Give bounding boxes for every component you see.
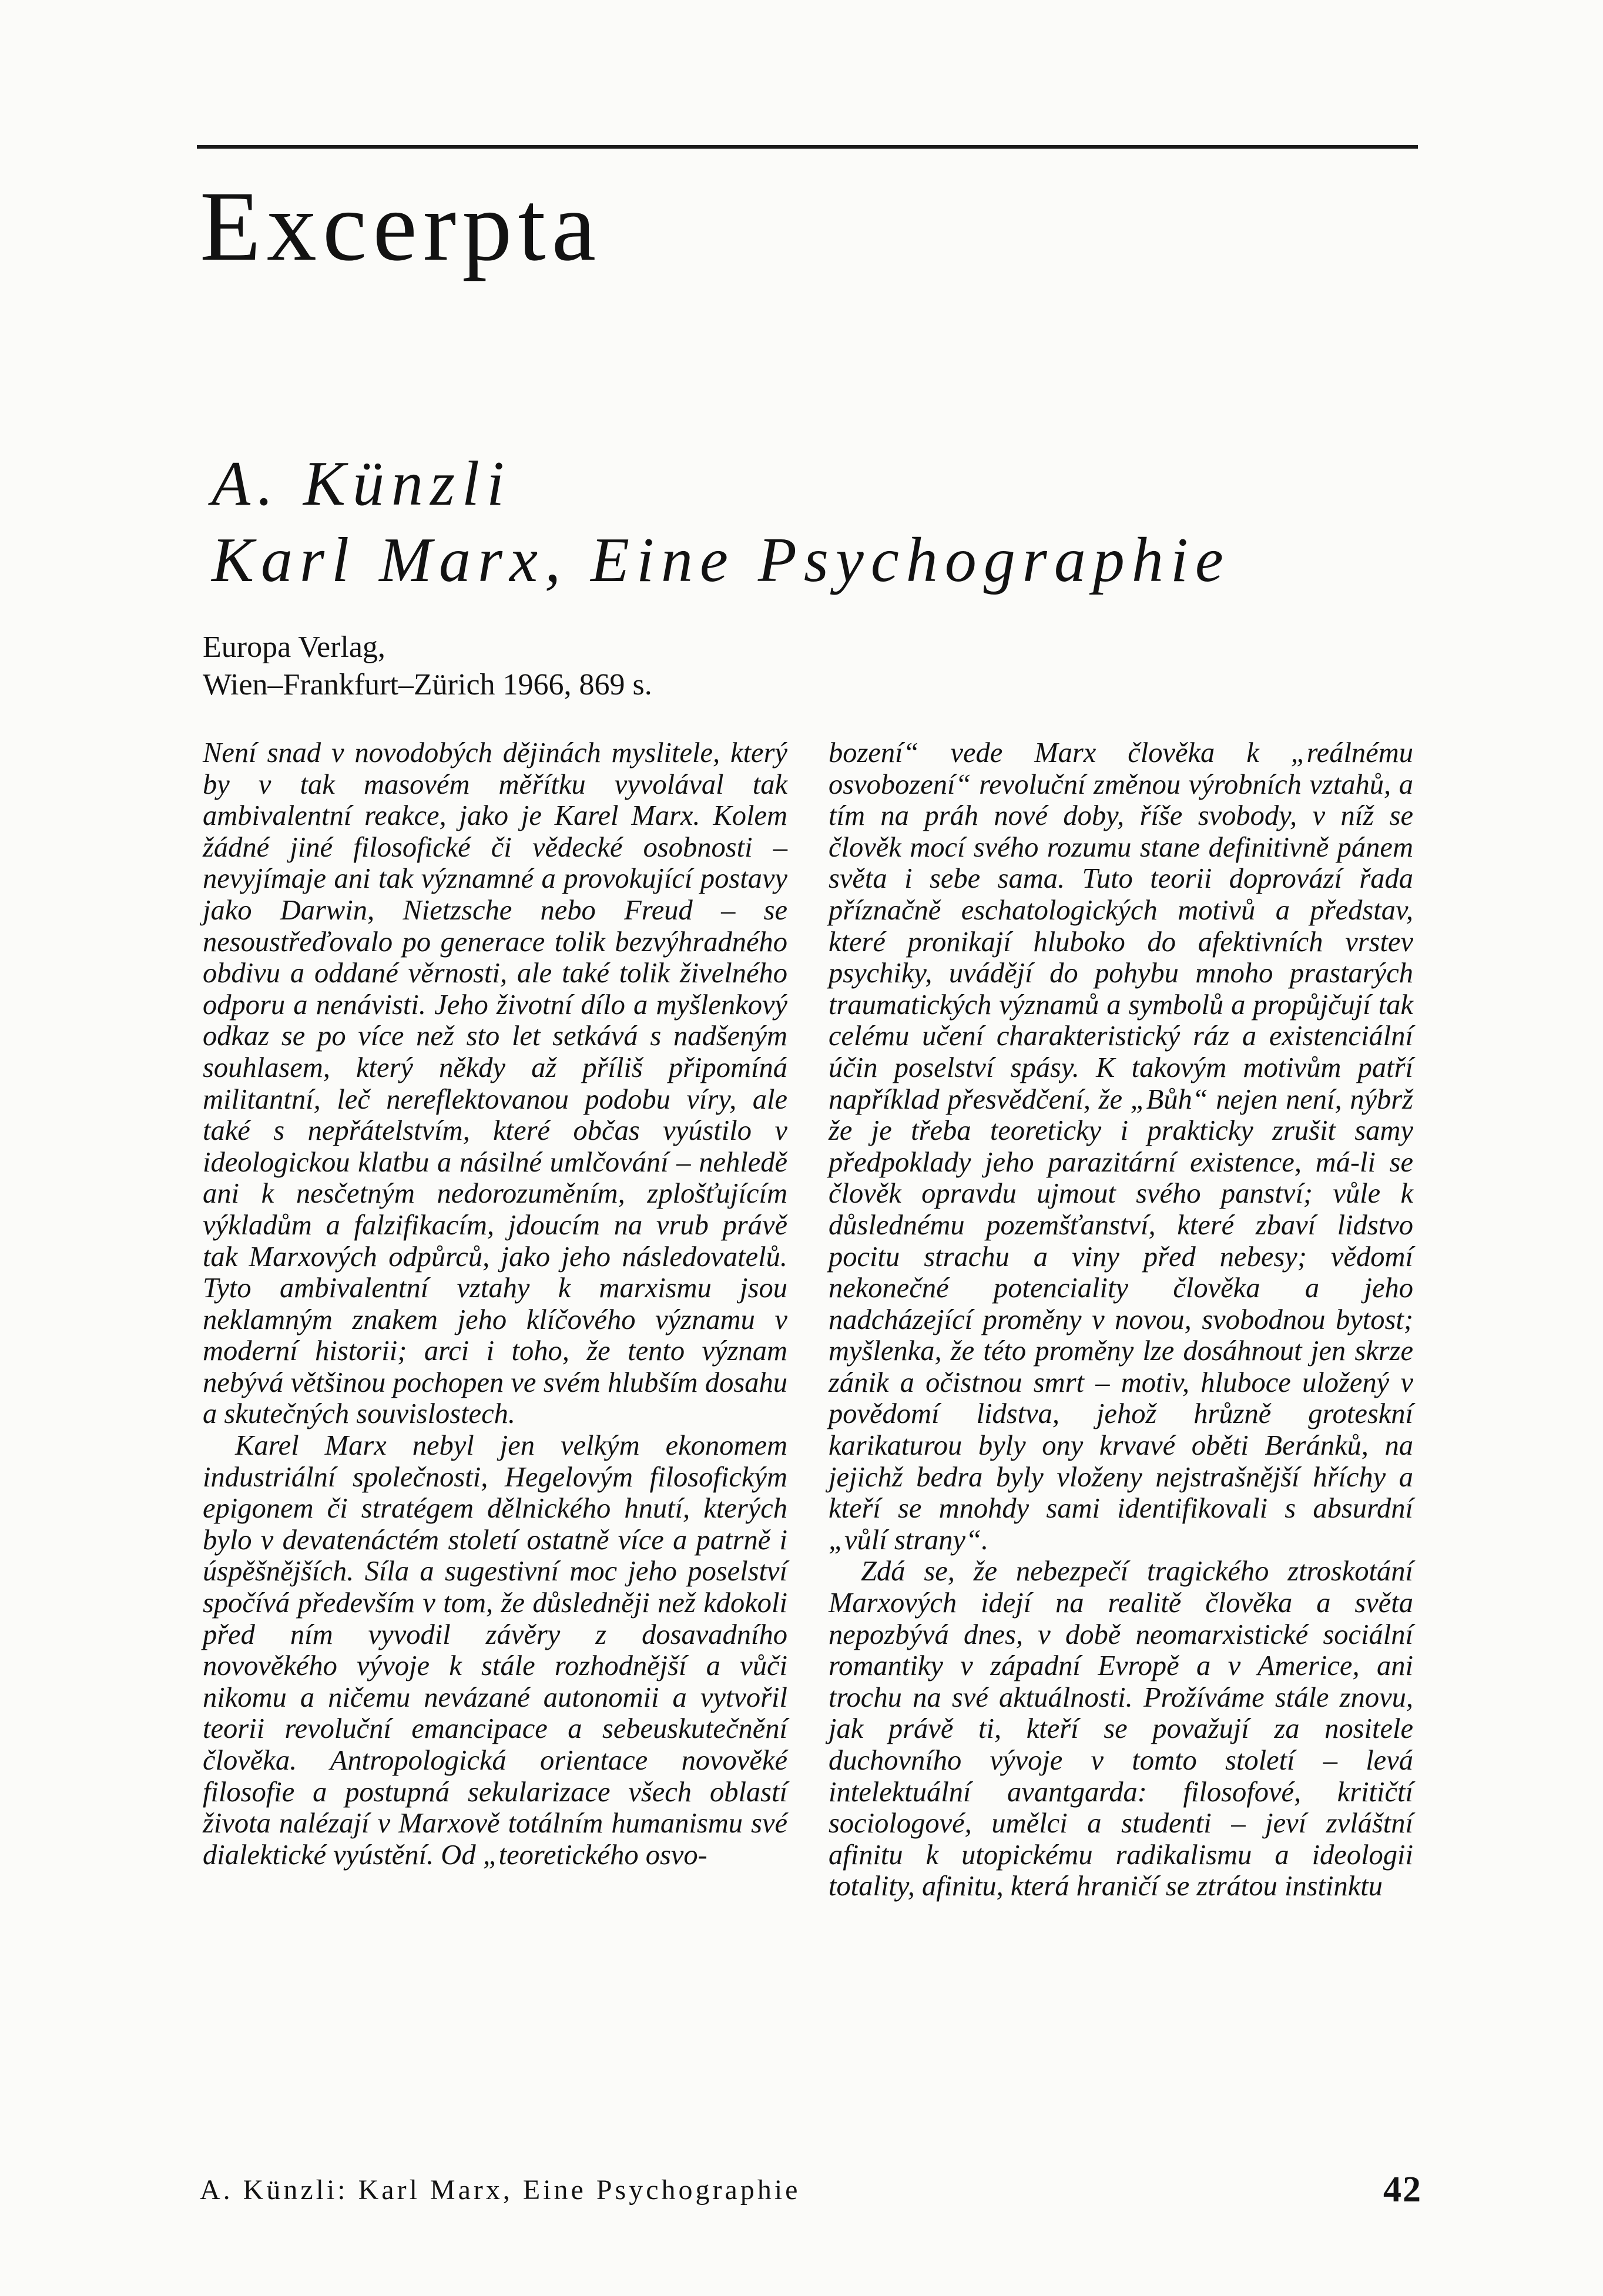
book-author: A. Künzli: [212, 449, 512, 519]
text-column-left: [203, 737, 787, 1871]
book-title: Karl Marx, Eine Psychographie: [212, 525, 1230, 595]
header-rule: [197, 145, 1418, 149]
publisher-line: Europa Verlag,: [203, 630, 385, 664]
paragraph: Není snad v novodobých dějinách myslitele, který by v tak masovém měřítku vyvolával tak ambivalentní reakce, jako je Karel Marx. Kolem žádné jiné filosofické či vědecké osobnosti – nevyjímaje ani tak významné a provokující postavy jako Darwin, Nietzsche nebo Freud – se nesoustřeďovalo po generace tolik bezvýhradného obdivu a oddané věrnosti, ale také tolik živelného odporu a nenávisti. Jeho životní dílo a myšlenkový odkaz se po více než sto let setkává s nadšeným souhlasem, který někdy až příliš připomíná militantní, leč nereflektovanou podobu víry, ale také s nepřátelstvím, které občas vyústilo v ideologickou klatbu a násilné umlčování – nehledě ani k nesčetným nedorozuměním, zplošťujícím výkladům a falzifikacím, jdoucím na vrub právě tak Marxových odpůrců, jako jeho následovatelů. Tyto ambivalentní vztahy k marxismu jsou neklamným znakem jeho klíčového významu v moderní historii; arci i toho, že tento význam nebývá většinou pochopen ve svém hlubším dosahu a skutečných souvislostech.: [203, 737, 787, 1430]
page-number: 42: [1383, 2170, 1422, 2210]
section-title: Excerpta: [200, 171, 602, 281]
publication-info: [203, 629, 652, 704]
paragraph: Karel Marx nebyl jen velkým ekonomem industriální společnosti, Hegelovým filosofickým epigonem či stratégem dělnického hnutí, kterých bylo v devatenáctém století ostatně více a patrně i úspěšnějších. Síla a sugestivní moc jeho poselství spočívá především v tom, že důsledněji než kdokoli před ním vyvodil závěry z dosavadního novověkého vývoje k stále rozhodnější a vůči nikomu a ničemu nevázané autonomii a vytvořil teorii revoluční emancipace a sebeuskutečnění člověka. Antropologická orientace novověké filosofie a postupná sekularizace všech oblastí života nalézají v Marxově totálním humanismu své dialektické vyústění. Od „teoretického osvo-: [203, 1430, 787, 1871]
text-column-right: [829, 737, 1413, 1902]
running-title: A. Künzli: Karl Marx, Eine Psychographie: [200, 2174, 801, 2206]
paragraph: Zdá se, že nebezpečí tragického ztroskotání Marxových idejí na realitě člověka a světa nepozbývá dnes, v době neomarxistické sociální romantiky v západní Evropě a v Americe, ani trochu na své aktuálnosti. Prožíváme stále znovu, jak právě ti, kteří se považují za nositele duchovního vývoje v tomto století – levá intelektuální avantgarda: filosofové, kritičtí sociologové, umělci a studenti – jeví zvláštní afinitu k utopickému radikalismu a ideologii totality, afinitu, která hraničí se ztrátou instinktu: [829, 1556, 1413, 1902]
paragraph: bození“ vede Marx člověka k „reálnému osvobození“ revoluční změnou výrobních vztahů, a tím na práh nové doby, říše svobody, v níž se člověk mocí svého rozumu stane definitivně pánem světa i sebe sama. Tuto teorii doprovází řada příznačně eschatologických motivů a představ, které pronikají hluboko do afektivních vrstev psychiky, uvádějí do pohybu mnoho prastarých traumatických významů a symbolů a propůjčují tak celému učení charakteristický ráz a existenciální účin poselství spásy. K takovým motivům patří například přesvědčení, že „Bůh“ nejen není, nýbrž že je třeba teoreticky i prakticky zrušit samy předpoklady jeho parazitární existence, má-li se člověk opravdu ujmout svého panství; vůle k důslednému pozemšťanství, které zbaví lidstvo pocitu strachu a viny před nebesy; vědomí nekonečné potenciality člověka a jeho nadcházející proměny v novou, svobodnou bytost; myšlenka, že této proměny lze dosáhnout jen skrze zánik a očistnou smrt – motiv, hluboce uložený v povědomí lidstva, jehož hrůzně groteskní karikaturou byly ony krvavé oběti Beránků, na jejichž bedra byly vloženy nejstrašnější hříchy a kteří se mnohdy sami identifikovali s absurdní „vůlí strany“.: [829, 737, 1413, 1556]
imprint-line: Wien–Frankfurt–Zürich 1966, 869 s.: [203, 668, 652, 701]
